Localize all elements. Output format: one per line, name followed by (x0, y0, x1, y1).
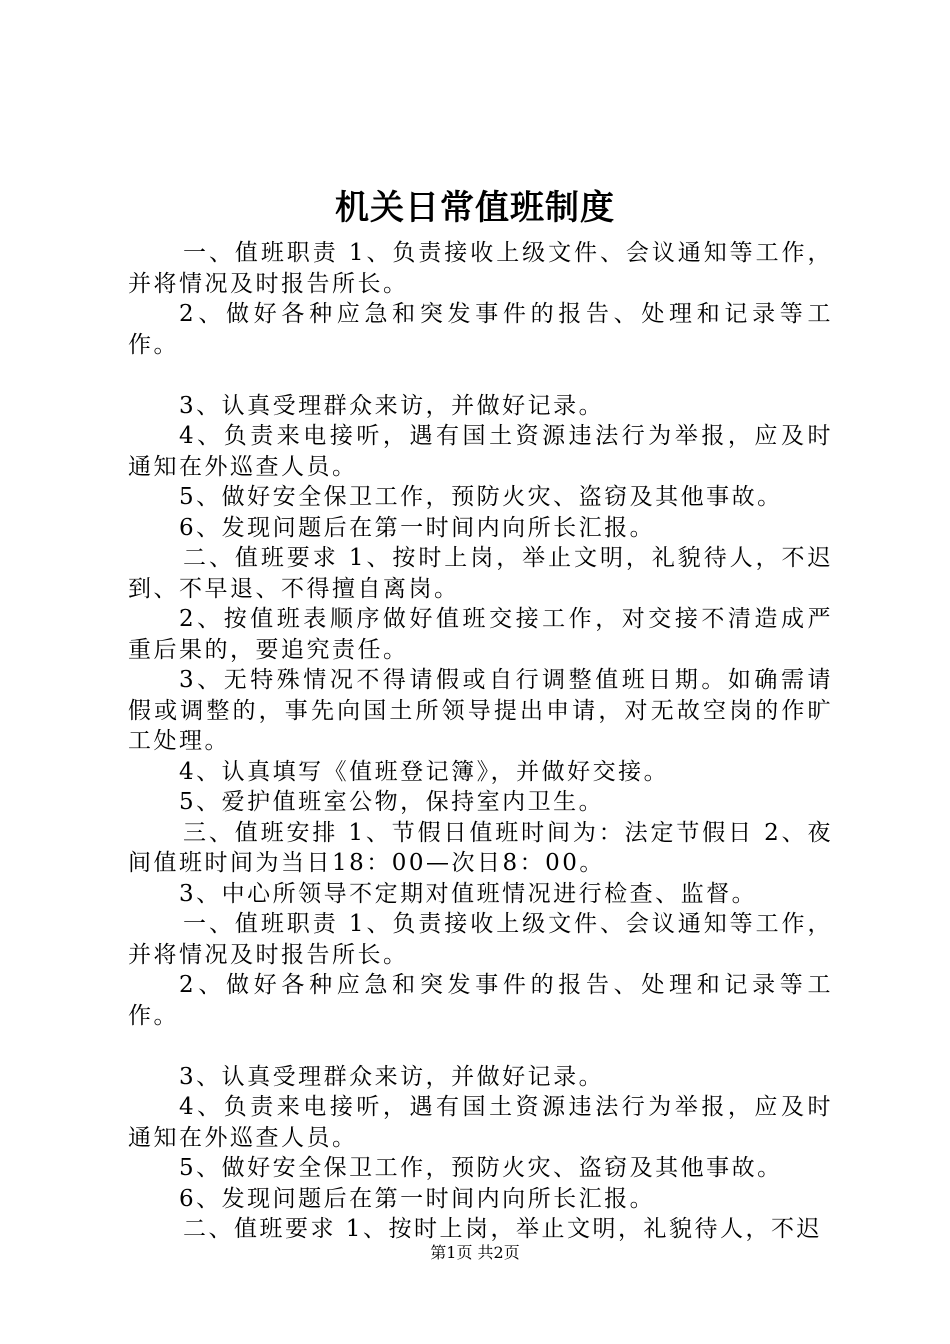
paragraph: 2、按值班表顺序做好值班交接工作，对交接不清造成严重后果的，要追究责任。 (128, 606, 833, 663)
paragraph: 4、负责来电接听，遇有国土资源违法行为举报，应及时通知在外巡查人员。 (128, 423, 833, 480)
paragraph: 3、认真受理群众来访，并做好记录。 (179, 392, 605, 419)
paragraph-section-3: 三、值班安排 1、节假日值班时间为：法定节假日 2、夜间值班时间为当日18：00—次日8：00。 (128, 819, 833, 876)
paragraph-section-2: 二、值班要求 1、按时上岗，举止文明，礼貌待人，不迟到、不早退、不得擅自离岗。 (128, 545, 833, 602)
paragraph: 6、发现问题后在第一时间内向所长汇报。 (179, 1185, 656, 1212)
paragraph: 4、负责来电接听，遇有国土资源违法行为举报，应及时通知在外巡查人员。 (128, 1094, 833, 1151)
paragraph: 6、发现问题后在第一时间内向所长汇报。 (179, 514, 656, 541)
paragraph: 2、做好各种应急和突发事件的报告、处理和记录等工作。 (128, 301, 833, 358)
paragraph: 5、爱护值班室公物，保持室内卫生。 (179, 789, 605, 815)
paragraph-section-1-repeat: 一、值班职责 1、负责接收上级文件、会议通知等工作，并将情况及时报告所长。 (128, 911, 833, 968)
document-title: 机关日常值班制度 (335, 188, 615, 228)
paragraph: 3、中心所领导不定期对值班情况进行检查、监督。 (179, 880, 758, 907)
paragraph: 3、认真受理群众来访，并做好记录。 (179, 1063, 605, 1090)
paragraph-section-2-repeat: 二、值班要求 1、按时上岗，举止文明，礼貌待人，不迟 (183, 1216, 822, 1242)
paragraph: 5、做好安全保卫工作，预防火灾、盗窃及其他事故。 (179, 484, 783, 510)
paragraph: 2、做好各种应急和突发事件的报告、处理和记录等工作。 (128, 972, 833, 1029)
paragraph: 3、无特殊情况不得请假或自行调整值班日期。如确需请假或调整的，事先向国土所领导提出申请，对无故空岗的作旷工处理。 (128, 667, 833, 754)
paragraph: 5、做好安全保卫工作，预防火灾、盗窃及其他事故。 (179, 1155, 783, 1181)
document-body (128, 238, 833, 1245)
page-footer: 第1页 共2页 (430, 1243, 520, 1262)
paragraph: 4、认真填写《值班登记簿》，并做好交接。 (179, 758, 670, 785)
paragraph-section-1: 一、值班职责 1、负责接收上级文件、会议通知等工作，并将情况及时报告所长。 (128, 240, 833, 297)
